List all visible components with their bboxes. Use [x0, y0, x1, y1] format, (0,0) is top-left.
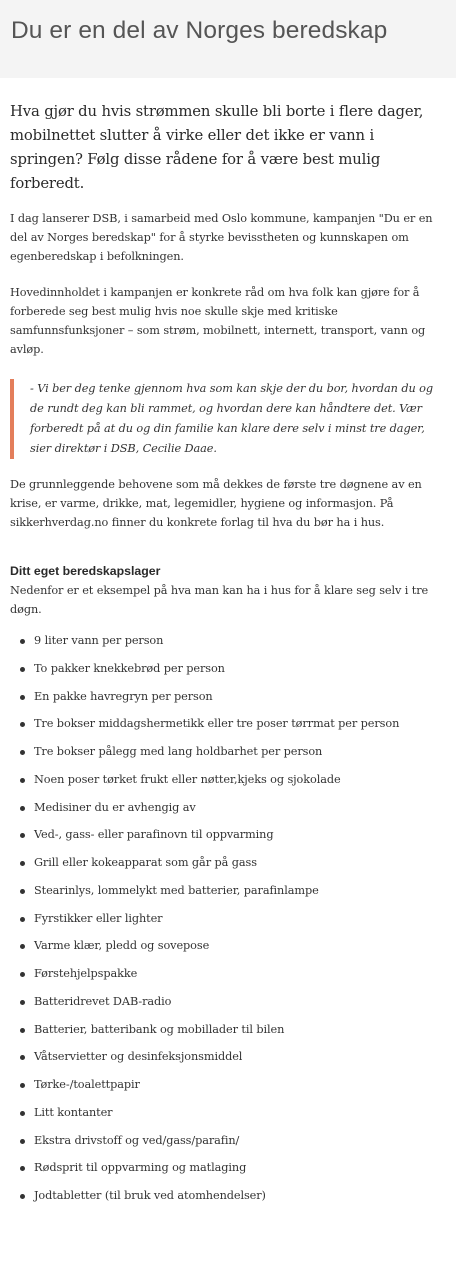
- list-item-text: Jodtabletter (til bruk ved atomhendelser): [34, 1189, 266, 1202]
- list-item: [10, 938, 446, 966]
- supply-list: [10, 633, 446, 1216]
- bullet-icon: [20, 806, 25, 811]
- list-item: [10, 744, 446, 772]
- list-item-text: Grill eller kokeapparat som går på gass: [34, 856, 257, 869]
- bullet-icon: [20, 1028, 25, 1033]
- list-item: [10, 772, 446, 800]
- bullet-icon: [20, 1139, 25, 1144]
- bullet-icon: [20, 944, 25, 949]
- list-item-text: Noen poser tørket frukt eller nøtter,kjeks og sjokolade: [34, 772, 341, 786]
- list-item-text: Tørke-/toalettpapir: [34, 1078, 140, 1091]
- list-item: [10, 1188, 446, 1216]
- list-item-text: Rødsprit til oppvarming og matlaging: [34, 1161, 247, 1175]
- list-item-text: Ekstra drivstoff og ved/gass/parafin/: [34, 1133, 240, 1147]
- article-quote: - Vi ber deg tenke gjennom hva som kan skje der du bor, hvordan du og de rundt deg kan bli rammet, og hvordan dere kan håndtere det. Vær forberedt på at du og din familie kan klare dere selv i minst tre dager, sier direktør i DSB, Cecilie Daae.: [10, 379, 446, 459]
- section-heading: Ditt eget beredskapslager: [10, 564, 161, 578]
- list-item-text: Førstehjelpspakke: [34, 967, 138, 980]
- bullet-icon: [20, 1083, 25, 1088]
- list-item: [10, 1105, 446, 1133]
- list-item-text: Tre bokser middagshermetikk eller tre poser tørrmat per person: [34, 717, 400, 731]
- bullet-icon: [20, 1000, 25, 1005]
- article-paragraph: De grunnleggende behovene som må dekkes de første tre døgnene av en krise, er varme, drikke, mat, legemidler, hygiene og informasjon. På sikkerhverdag.no finner du konkrete forlag til hva du bør ha i hus.: [10, 478, 422, 529]
- list-item-text: Medisiner du er avhengig av: [34, 800, 196, 814]
- list-item: [10, 1077, 446, 1105]
- bullet-icon: [20, 917, 25, 922]
- bullet-icon: [20, 1111, 25, 1116]
- list-item: [10, 855, 446, 883]
- list-item: [10, 716, 446, 744]
- list-item: [10, 1160, 446, 1188]
- bullet-icon: [20, 667, 25, 672]
- list-item-text: To pakker knekkebrød per person: [34, 661, 225, 675]
- bullet-icon: [20, 889, 25, 894]
- page-header: [0, 0, 456, 78]
- list-item: [10, 1022, 446, 1050]
- list-item: [10, 689, 446, 717]
- article-body: [0, 100, 456, 1216]
- bullet-icon: [20, 639, 25, 644]
- bullet-icon: [20, 750, 25, 755]
- list-item-text: Batterier, batteribank og mobillader til bilen: [34, 1022, 285, 1036]
- bullet-icon: [20, 1194, 25, 1199]
- list-item: [10, 633, 446, 661]
- list-item-text: Ved-, gass- eller parafinovn til oppvarming: [34, 828, 274, 842]
- list-item: [10, 966, 446, 994]
- list-item: [10, 1049, 446, 1077]
- list-item-text: 9 liter vann per person: [34, 634, 164, 647]
- article-paragraph: Hovedinnholdet i kampanjen er konkrete råd om hva folk kan gjøre for å forberede seg best mulig hvis noe skulle skje med kritiske samfunnsfunksjoner – som strøm, mobilnett, internett, transport, vann og avløp.: [10, 286, 426, 356]
- bullet-icon: [20, 972, 25, 977]
- list-item-text: Varme klær, pledd og sovepose: [34, 939, 210, 953]
- list-item: [10, 661, 446, 689]
- article-paragraph: I dag lanserer DSB, i samarbeid med Oslo kommune, kampanjen "Du er en del av Norges beredskap" for å styrke bevisstheten og kunnskapen om egenberedskap i befolkningen.: [10, 212, 433, 263]
- article-paragraph: Nedenfor er et eksempel på hva man kan ha i hus for å klare seg selv i tre døgn.: [10, 584, 429, 616]
- list-item-text: Stearinlys, lommelykt med batterier, parafinlampe: [34, 883, 319, 897]
- list-item: [10, 883, 446, 911]
- list-item: [10, 994, 446, 1022]
- list-item-text: Litt kontanter: [34, 1105, 113, 1119]
- bullet-icon: [20, 1055, 25, 1060]
- bullet-icon: [20, 695, 25, 700]
- bullet-icon: [20, 778, 25, 783]
- list-item: [10, 1133, 446, 1161]
- list-item: [10, 911, 446, 939]
- list-item-text: Tre bokser pålegg med lang holdbarhet per person: [34, 745, 323, 758]
- bullet-icon: [20, 861, 25, 866]
- list-item-text: Våtservietter og desinfeksjonsmiddel: [34, 1050, 243, 1064]
- list-item-text: En pakke havregryn per person: [34, 689, 213, 703]
- article-lead: Hva gjør du hvis strømmen skulle bli borte i flere dager, mobilnettet slutter å virke eller det ikke er vann i springen? Følg disse rådene for å være best mulig forberedt.: [10, 103, 424, 192]
- list-item-text: Batteridrevet DAB-radio: [34, 994, 172, 1008]
- bullet-icon: [20, 833, 25, 838]
- bullet-icon: [20, 1166, 25, 1171]
- bullet-icon: [20, 722, 25, 727]
- page-title: Du er en del av Norges beredskap: [11, 17, 388, 44]
- list-item: [10, 827, 446, 855]
- list-item: [10, 800, 446, 828]
- list-item-text: Fyrstikker eller lighter: [34, 911, 163, 925]
